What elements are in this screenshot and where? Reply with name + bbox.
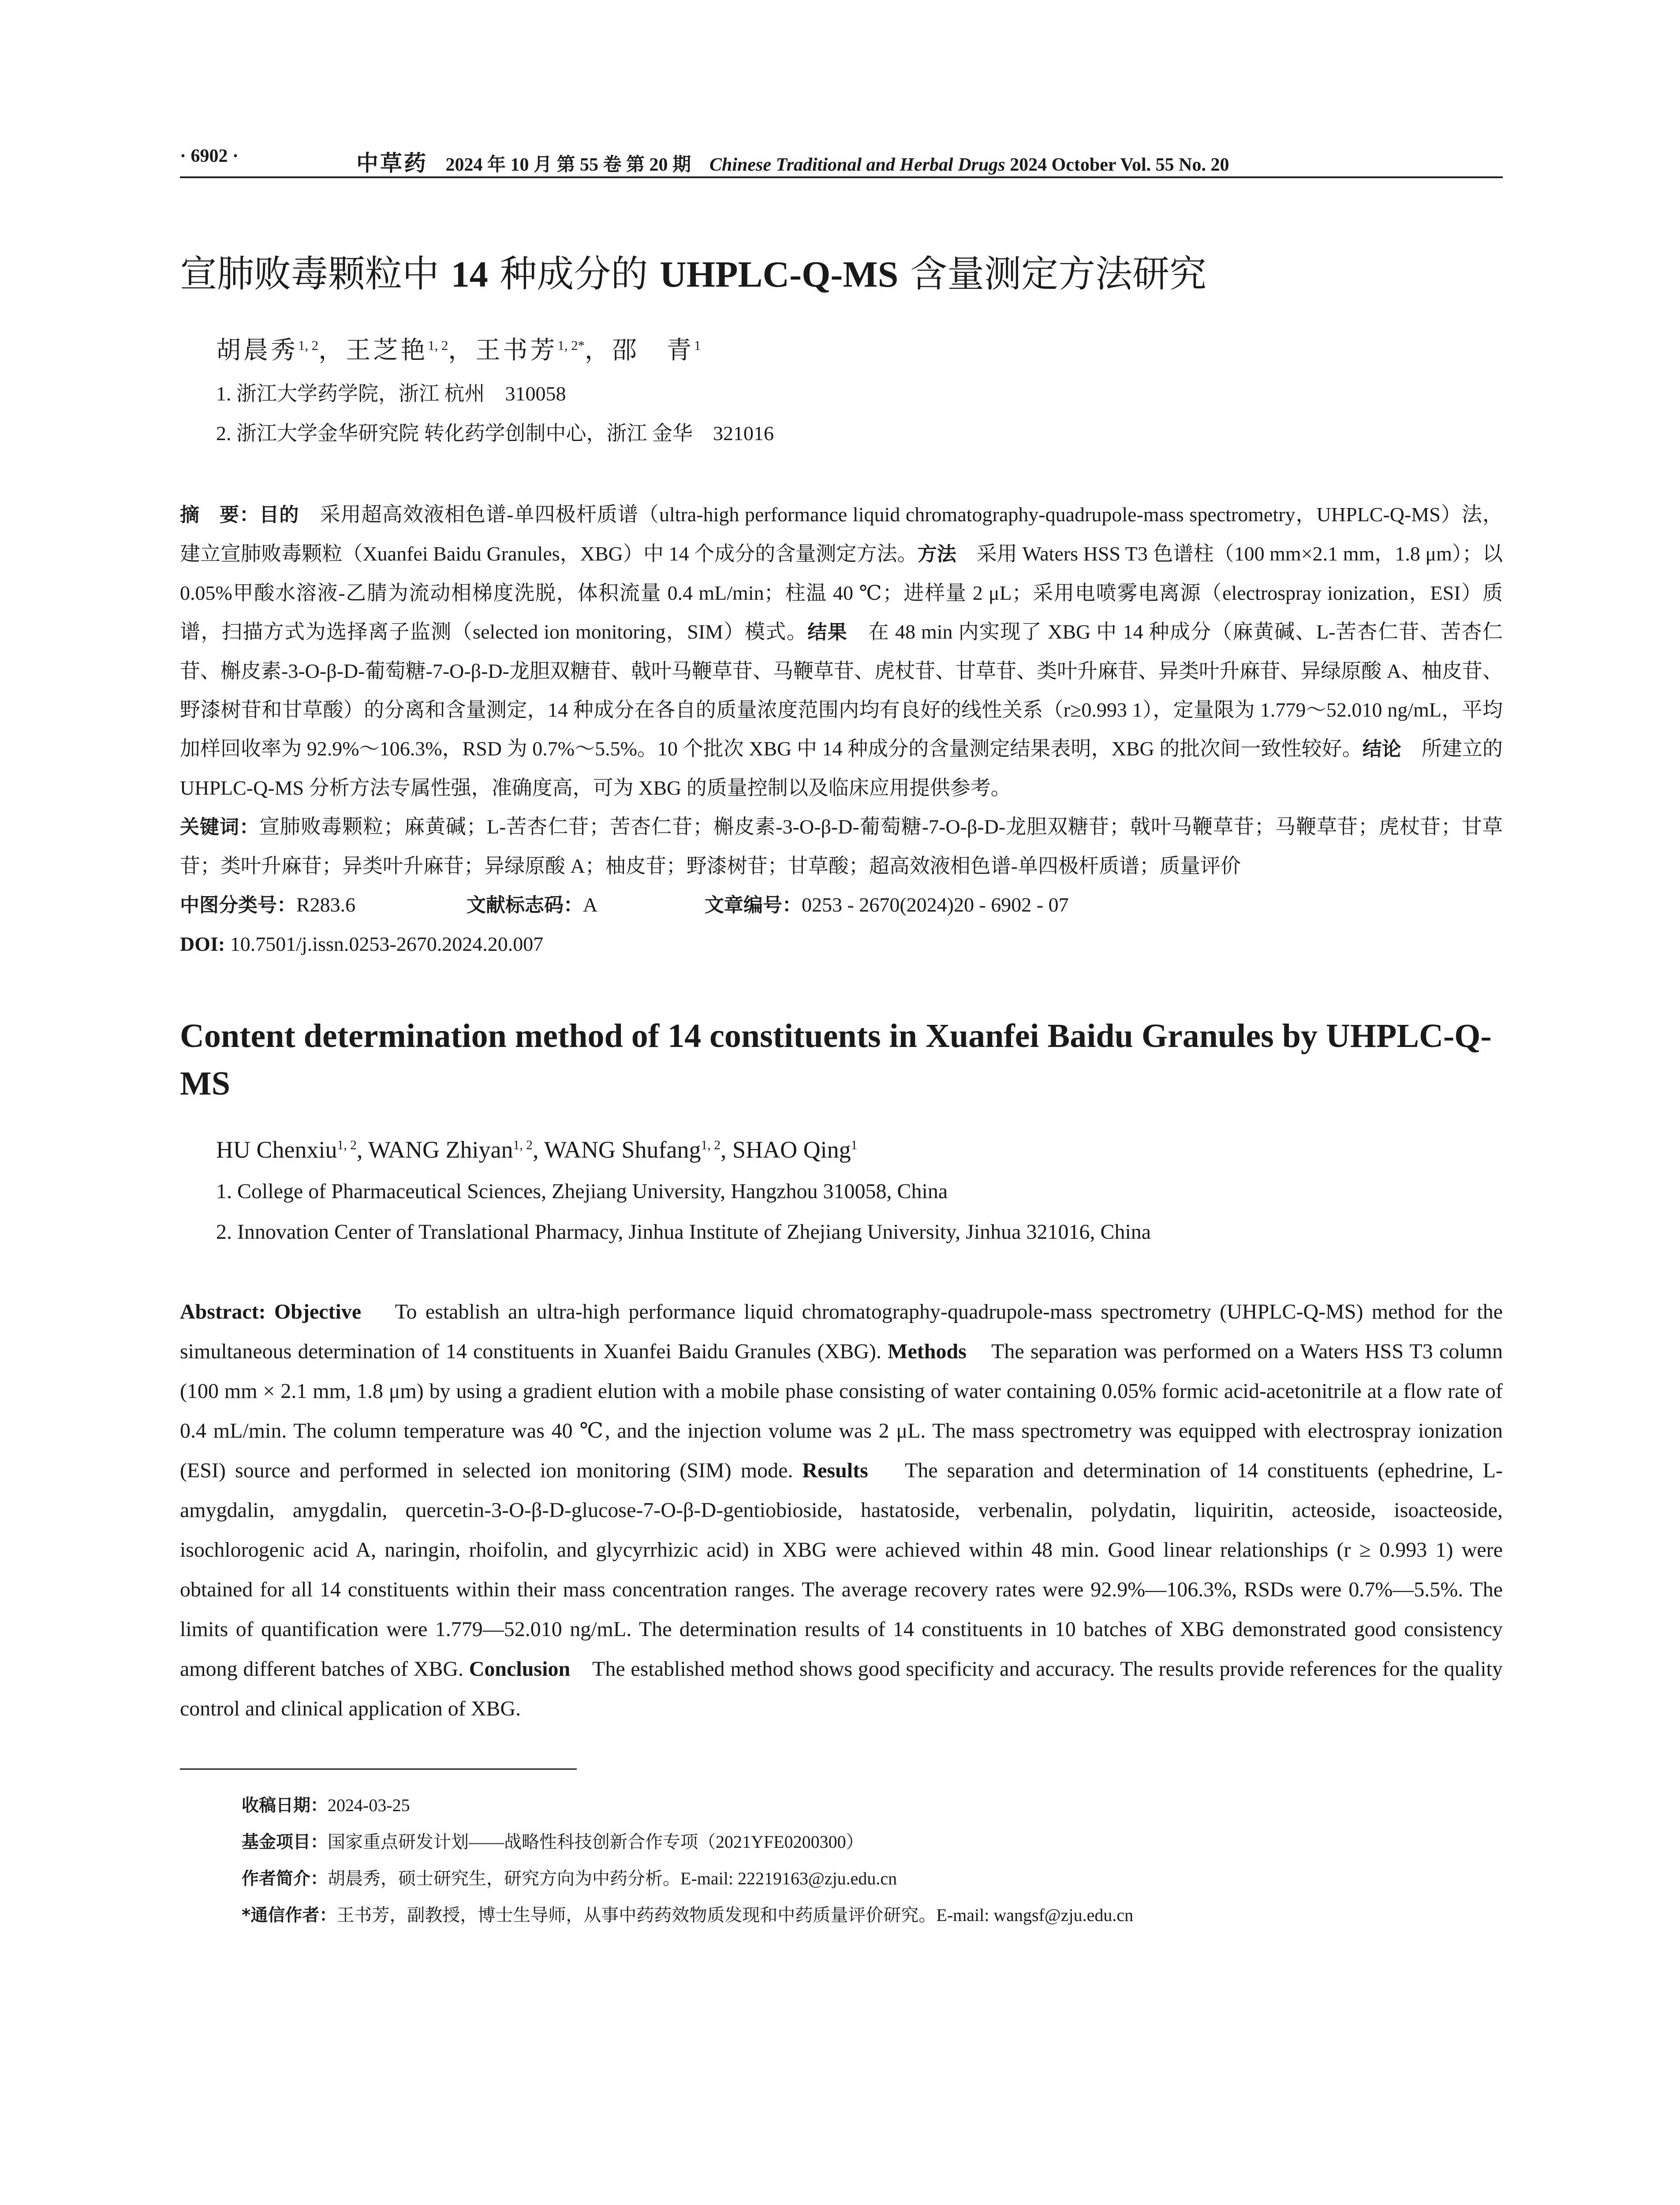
affiliation-item: 2. Innovation Center of Translational Pharmacy, Jinhua Institute of Zhejiang University, Jinhua 321016, China: [216, 1220, 1151, 1244]
title-cn-part: UHPLC-Q-MS: [660, 254, 899, 295]
keywords-cn: [180, 807, 1503, 886]
title-cn: [180, 244, 1503, 298]
doi-value: 10.7501/j.issn.0253-2670.2024.20.007: [225, 933, 544, 955]
results-en-label: Results: [802, 1459, 868, 1482]
title-en: Content determination method of 14 constituents in Xuanfei Baidu Granules by UHPLC-Q-MS: [180, 1017, 1492, 1102]
conclusion-en-text: The established method shows good specificity and accuracy. The results provide references for the quality control and clinical application of XBG.: [180, 1657, 1503, 1720]
issue-cn: 2024 年 10 月 第 55 卷 第 20 期: [445, 155, 691, 175]
author-name: HU Chenxiu: [216, 1136, 337, 1163]
author-name: 王芝艳: [346, 336, 428, 365]
results-text: 在 48 min 内实现了 XBG 中 14 种成分（麻黄碱、L-苦杏仁苷、苦杏仁苷、槲皮素-3-O-β-D-葡萄糖-7-O-β-D-龙胆双糖苷、戟叶马鞭草苷、马鞭草苷、虎杖苷、甘草苷、类叶升麻苷、异类叶升麻苷、异绿原酸 A、柚皮苷、野漆树苷和甘草酸）的分离和含量测定，14 种成分在各自的质量浓度范围内均有良好的线性关系（r≥0.993 1），定量限为 1.779～52.010 ng/mL，平均加样回收率为 92.9%～106.3%，RSD 为 0.7%～5.5%。10 个批次 XBG 中 14 种成分的含量测定结果表明，XBG 的批次间一致性较好。: [180, 620, 1503, 760]
footnote-divider: [180, 1768, 577, 1770]
author-affil-sup: 1, 2: [337, 1138, 357, 1152]
journal-name-en: Chinese Traditional and Herbal Drugs: [709, 155, 1005, 175]
author-affil-sup: 1: [694, 338, 701, 353]
paper-page: [180, 132, 1503, 1934]
methods-en-text: The separation was performed on a Waters HSS T3 column (100 mm × 2.1 mm, 1.8 μm) by using a gradient elution with a mobile phase consisting of water containing 0.05% formic acid-acetonitrile at a flow rate of 0.4 mL/min. The column temperature was 40 ℃, and the injection volume was 2 μL. The mass spectrometry was equipped with electrospray ionization (ESI) source and performed in selected ion monitoring (SIM) mode.: [180, 1340, 1503, 1482]
keywords-label: 关键词：: [180, 816, 259, 838]
article-no-label: 文章编号：: [705, 894, 802, 916]
doc-code-value: A: [583, 893, 598, 916]
conclusion-text: 所建立的 UHPLC-Q-MS 分析方法专属性强，准确度高，可为 XBG 的质量控制以及临床应用提供参考。: [180, 737, 1503, 799]
classification-row: [180, 886, 1503, 925]
abstract-en: [180, 1292, 1503, 1729]
results-en-text: The separation and determination of 14 constituents (ephedrine, L-amygdalin, amygdalin, quercetin-3-O-β-D-glucose-7-O-β-D-gentiobioside, hastatoside, verbenalin, polydatin, liquiritin, acteoside, isoacteoside, isochlorogenic acid A, naringin, rhoifolin, and glycyrrhizic acid) in XBG were achieved within 48 min. Good linear relationships (r ≥ 0.993 1) were obtained for all 14 constituents within their mass concentration ranges. The average recovery rates were 92.9%—106.3%, RSDs were 0.7%—5.5%. The limits of quantification were 1.779—52.010 ng/mL. The determination results of 14 constituents in 10 batches of XBG demonstrated good consistency among different batches of XBG.: [180, 1459, 1503, 1681]
abstract-en-label: Abstract: Objective: [180, 1300, 362, 1323]
author-affil-sup: 1, 2: [513, 1138, 533, 1152]
footnote-text: 国家重点研发计划——战略性科技创新合作专项（2021YFE0200300）: [328, 1832, 864, 1852]
objective-en-text: To establish an ultra-high performance liquid chromatography-quadrupole-mass spectrometry (UHPLC-Q-MS) method for the simultaneous determination of 14 constituents in Xuanfei Baidu Granules (XBG).: [180, 1300, 1503, 1363]
doc-code-item: [467, 886, 705, 925]
footnote-label: 收稿日期：: [242, 1796, 328, 1816]
author-name: 王书芳: [475, 336, 558, 365]
footnote-corresponding: [242, 1897, 1503, 1934]
author-affil-sup: 1, 2: [298, 338, 319, 353]
author-affil-sup: 1, 2: [428, 338, 448, 353]
title-cn-part: 14: [451, 254, 488, 295]
authors-cn: 胡晨秀$^{1, 2}$，王芝艳$^{1, 2}$，王书芳$^{1, 2*}$，邵 青$^1$: [216, 336, 701, 365]
keywords-text: 宣肺败毒颗粒；麻黄碱；L-苦杏仁苷；苦杏仁苷；槲皮素-3-O-β-D-葡萄糖-7-O-β-D-龙胆双糖苷；戟叶马鞭草苷；马鞭草苷；虎杖苷；甘草苷；类叶升麻苷；异类叶升麻苷；异绿原酸 A；柚皮苷；野漆树苷；甘草酸；超高效液相色谱-单四极杆质谱；质量评价: [180, 815, 1503, 877]
affiliations-en: [216, 1171, 1503, 1252]
running-header: [180, 132, 1503, 178]
footnote-label: 作者简介：: [242, 1869, 328, 1889]
affiliations-cn: [216, 374, 1503, 453]
footnotes: [242, 1787, 1503, 1934]
footnote-author-bio: [242, 1861, 1503, 1897]
conclusion-label: 结论: [1362, 738, 1401, 760]
methods-label: 方法: [917, 543, 956, 565]
title-cn-part: 种成分的: [488, 252, 660, 295]
methods-text: 采用 Waters HSS T3 色谱柱（100 mm×2.1 mm，1.8 μm）；以 0.05%甲酸水溶液-乙腈为流动相梯度洗脱，体积流量 0.4 mL/min；柱温 40 ℃；进样量 2 μL；采用电喷雾电离源（electrospray ionization，ESI）质谱，扫描方式为选择离子监测（selected ion monitoring，SIM）模式。: [180, 542, 1503, 643]
article-no-value: 0253 - 2670(2024)20 - 6902 - 07: [802, 893, 1069, 916]
doi-label: DOI:: [180, 933, 225, 955]
abstract-label: 摘 要：: [180, 504, 260, 526]
author-affil-sup: 1, 2*: [557, 338, 585, 353]
methods-en-label: Methods: [888, 1340, 967, 1363]
footnote-funding: [242, 1824, 1503, 1861]
author-name: SHAO Qing: [732, 1136, 851, 1163]
author-affil-sup: 1, 2: [701, 1138, 721, 1152]
clc-label: 中图分类号：: [180, 894, 296, 916]
footnote-label: *通信作者：: [242, 1906, 337, 1925]
footnote-text: 胡晨秀，硕士研究生，研究方向为中药分析。E-mail: 22219163@zju.edu.cn: [328, 1869, 897, 1888]
author-name: 胡晨秀: [216, 336, 298, 365]
author-affil-sup: 1: [851, 1138, 858, 1152]
abstract-cn: [180, 495, 1503, 807]
objective-text: 采用超高效液相色谱-单四极杆质谱（ultra-high performance liquid chromatography-quadrupole-mass spectrometry，UHPLC-Q-MS）法，建立宣肺败毒颗粒（Xuanfei Baidu Granules，XBG）中 14 个成分的含量测定方法。: [180, 503, 1503, 565]
results-label: 结果: [807, 621, 848, 643]
authors-en: HU Chenxiu$^{1, 2}$, WANG Zhiyan$^{1, 2}$, WANG Shufang$^{1, 2}$, SHAO Qing$^1$: [216, 1136, 858, 1163]
footnote-label: 基金项目：: [242, 1832, 328, 1852]
author-name: WANG Shufang: [544, 1136, 701, 1163]
title-cn-part: 宣肺败毒颗粒中: [180, 252, 451, 295]
affiliation-item: 1. 浙江大学药学院，浙江 杭州 310058: [216, 382, 566, 405]
author-name: 邵 青: [612, 336, 694, 365]
author-name: WANG Zhiyan: [368, 1136, 513, 1163]
footnote-text: 王书芳，副教授，博士生导师，从事中药药效物质发现和中药质量评价研究。E-mail: wangsf@zju.edu.cn: [336, 1905, 1134, 1925]
title-cn-part: 含量测定方法研究: [898, 252, 1207, 295]
footnote-received: [242, 1787, 1503, 1824]
objective-label: 目的: [259, 504, 299, 526]
page-number: · 6902 ·: [180, 146, 239, 166]
clc-item: [180, 886, 467, 925]
doc-code-label: 文献标志码：: [467, 894, 583, 916]
affiliation-item: 1. College of Pharmaceutical Sciences, Zhejiang University, Hangzhou 310058, China: [216, 1180, 948, 1203]
issue-en: 2024 October Vol. 55 No. 20: [1010, 155, 1229, 175]
footnote-text: 2024-03-25: [328, 1795, 410, 1815]
doi-line: [180, 925, 1503, 964]
journal-name-cn: 中草药: [356, 151, 428, 176]
article-no-item: [705, 886, 1069, 925]
conclusion-en-label: Conclusion: [469, 1657, 571, 1681]
journal-line: [356, 146, 1229, 177]
clc-value: R283.6: [296, 893, 356, 916]
affiliation-item: 2. 浙江大学金华研究院 转化药学创制中心，浙江 金华 321016: [216, 422, 774, 445]
